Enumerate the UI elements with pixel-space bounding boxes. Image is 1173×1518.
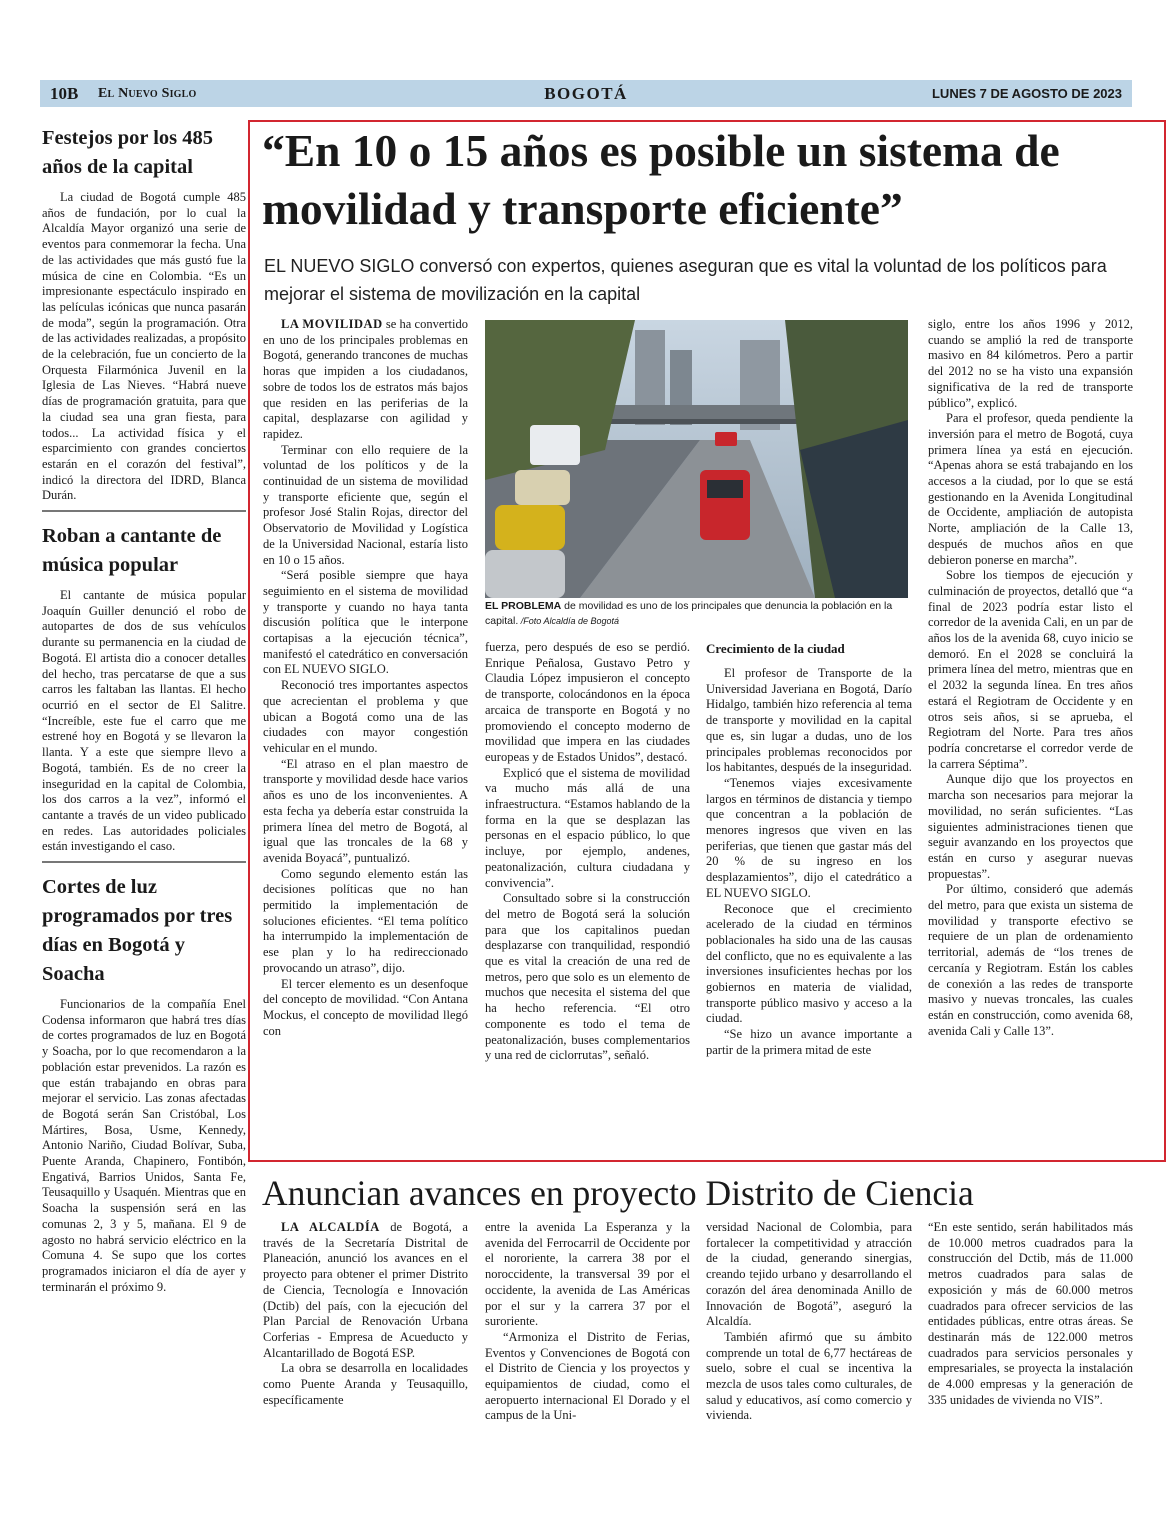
second-column-4 [928, 1220, 1133, 1408]
section-title: BOGOTÁ [544, 84, 628, 103]
paragraph: Reconoció tres importantes aspectos que acrecientan el problema y que ubican a Bogotá como una de las ciudades con mayor congestión vehicular en el mundo. [263, 678, 468, 755]
divider [42, 510, 246, 512]
sidebar [42, 124, 246, 1295]
caption-credit: /Foto Alcaldía de Bogotá [518, 615, 620, 626]
paragraph: Explicó que el sistema de movilidad va mucho más allá de una infraestructura. “Estamos hablando de la forma en la que se desplazan las personas en el espacio público, lo que incluye, por ejemplo, andenes, peatonalización, cultura ciudadana y convivencia”. [485, 765, 690, 890]
story-body-festejos: La ciudad de Bogotá cumple 485 años de fundación, por lo cual la Alcaldía Mayor organizó una serie de eventos para conmemorar la fecha. Una de las actividades que más gustó fue la música de cine en Colombia. “Es un impresionante espectáculo inspirado en las películas icónicas que nunca pasarán de moda”, según la programación. Otra de las actividades realizadas, a propósito de la celebración, fue un concierto de la Orquesta Filarmónica Juvenil en la Iglesia de Las Nieves. “Habrá nueve días de programación gratuita, para que la ciudad sea una gran fiesta, para todos... La actividad física y el esparcimiento con grandes conciertos estarán en el corazón del festival”, indicó la directora del IDRD, Blanca Durán. [42, 190, 246, 503]
paragraph: También afirmó que su ámbito comprende un total de 6,77 hectáreas de suelo, sobre el cual se incentiva la mezcla de usos tales como culturales, de salud y educativos, así como comercio y vivienda. [706, 1329, 912, 1423]
page-number: 10B [50, 84, 79, 103]
second-column-2 [485, 1220, 690, 1424]
second-column-3 [706, 1220, 912, 1424]
second-column-1 [263, 1220, 468, 1408]
second-headline: Anuncian avances en proyecto Distrito de Ciencia [262, 1173, 974, 1213]
street-photo [485, 320, 908, 598]
story-title-roban: Roban a cantante de música popular [42, 525, 222, 577]
main-column-1 [263, 317, 468, 1039]
paragraph: siglo, entre los años 1996 y 2012, cuando se amplió la red de transporte masivo en 84 kilómetros. Pero a partir del 2012 no se ha visto una expansión significativa de la red de transporte público”, explicó. [928, 317, 1133, 410]
paragraph: Reconoce que el crecimiento acelerado de la ciudad en términos poblacionales ha sido una de las causas del conflicto, que no es equivalente a las inversiones insuficientes hechas por los gobiernos en materia de vialidad, transporte público masivo y acceso a la ciudad. [706, 901, 912, 1026]
paragraph: “Se hizo un avance importante a partir de la primera mitad de este [706, 1027, 912, 1057]
paragraph: “Tenemos viajes excesivamente largos en términos de distancia y tiempo que concentran a la población de menores ingresos que viven en las periferias, que tienen que gastar más del 20 % de su ingreso en los desplazamientos”, dijo el catedrático a EL NUEVO SIGLO. [706, 775, 912, 900]
paragraph: Consultado sobre si la construcción del metro de Bogotá será la solución para que los capitalinos puedan desplazarse con tranquilidad, respondió que es vital la creación de una red de metros, pero que solo es un elemento de muchos que necesita el sistema del que ha hecho referencia. “El otro componente es todo el tema de peatonalización, buses complementarios y una red de ciclorrutas”, señaló. [485, 891, 690, 1063]
lead-in: LA MOVILIDAD [281, 317, 383, 331]
page-header [40, 80, 1132, 107]
main-headline: “En 10 o 15 años es posible un sistema de movilidad y transporte eficiente” [262, 125, 1060, 234]
first-paragraph: se ha convertido en uno de los principales problemas en Bogotá, generando trancones de muchas horas que impiden a los ciudadanos, sobre de todos los de estratos más bajos que residen en las periferias de la capital, desplazarse con agilidad y rapidez. [263, 317, 468, 441]
main-column-4 [928, 317, 1133, 1039]
issue-date: LUNES 7 DE AGOSTO DE 2023 [931, 86, 1122, 101]
story-body-cortes: Funcionarios de la compañía Enel Codensa informaron que habrá tres días de cortes programados de luz en Bogotá y Soacha, por lo que recomendaron a la población estar prevenidos. La razón es que están trabajando en obras para mejorar el servicio. Las zonas afectadas de Bogotá serán San Cristóbal, Los Mártires, Bosa, Usme, Kennedy, Antonio Nariño, Ciudad Bolívar, Suba, Puente Aranda, Chapinero, Fontibón, Engativá, Barrios Unidos, Santa Fe, Teusaquillo y Usaquén. Mientras que en Soacha la suspensión será en las comunas 2, 3 y 5, mañana. El 9 de agosto no habrá servicio eléctrico en la Comuna 4. Se supo que los cortes programados iniciaron el día de ayer y terminarán el próximo 9. [42, 997, 246, 1294]
main-column-2 [485, 640, 690, 1064]
paragraph: El profesor de Transporte de la Universidad Javeriana en Bogotá, Darío Hidalgo, también hizo referencia al tema de transporte y movilidad en la capital que es, sin lugar a dudas, uno de los principales problemas reconocidos por los habitantes, después de la inseguridad. [706, 666, 912, 775]
paragraph: Sobre los tiempos de ejecución y culminación de proyectos, detalló que “a final de 2023 podría estar listo el corredor de la avenida Cali, en un par de años los de la avenida 68, cuyo inicio se demoró. En el 2028 se concluirá la primera línea del metro, mientras que en el 2032 la segunda línea. En tres años estará el Regiotram de Occidente y en otros seis años, si se aprueba, el Regiotram del Norte. Para tres años podría concretarse el corredor verde de la carrera Séptima”. [928, 568, 1133, 771]
paragraph: La obra se desarrolla en localidades como Puente Aranda y Teusaquillo, específicamente [263, 1361, 468, 1407]
paragraph: “El atraso en el plan maestro de transporte y movilidad desde hace varios años es uno de los inconvenientes. A esta fecha ya debería estar construida la primera línea del metro de Bogotá, al igual que las troncales de la 68 y avenida Boyacá”, puntualizó. [263, 756, 468, 865]
paragraph: Por último, consideró que además del metro, para que exista un sistema de movilidad y transporte efectivo se requiere de un plan de ordenamiento territorial, además de “los trenes de cercanía y Regiotram. Están los cables de conexión a las redes de transporte masivo y nuevas troncales, las cuales están en construcción, como avenida 68, avenida Cali y Calle 13”. [928, 882, 1133, 1038]
paragraph: El tercer elemento es un desenfoque del concepto de movilidad. “Con Antana Mockus, el concepto de movilidad llegó con [263, 976, 468, 1038]
subheading: Crecimiento de la ciudad [706, 641, 845, 656]
caption-text: de movilidad es uno de los principales que denuncia la población en la capital. [485, 600, 893, 627]
caption-lead: EL PROBLEMA [485, 600, 562, 612]
paragraph: Para el profesor, queda pendiente la inversión para el metro de Bogotá, cuya primera línea ya está en ejecución. “Apenas ahora se está trabajando en los accesos a la ciudad, por lo que se está gestionando en la Avenida Longitudinal de Occidente, ampliación de autopista Norte, ampliación de la Calle 13, después de muchos años en que debieron ponerse en marcha”. [928, 411, 1133, 567]
first-paragraph: de Bogotá, a través de la Secretaría Distrital de Planeación, anunció los avances en el proyecto para obtener el primer Distrito de Ciencia, Tecnología e Innovación (Dctib) del país, con la ejecución del Plan Parcial de Renovación Urbana Corferias - Empresa de Acueducto y Alcantarillado de Bogotá ESP. [263, 1220, 468, 1360]
paragraph: “Será posible siempre que haya seguimiento en el sistema de movilidad y transporte y cuando no haya tanta discusión política que le interpone cortapisas a la ejecución técnica”, manifestó el catedrático en conversación con EL NUEVO SIGLO. [263, 568, 468, 677]
paragraph: versidad Nacional de Colombia, para fortalecer la competitividad y atracción de la ciudad, generando sinergias, creando tejido urbano y desarrollando el corazón del área denominada Anillo de Innovación de Bogotá”, aseguró la Alcaldía. [706, 1220, 912, 1329]
bus-lane-illustration [485, 320, 908, 598]
paragraph: entre la avenida La Esperanza y la avenida del Ferrocarril de Occidente por el nororiente, la carrera 38 por el noroccidente, la transversal 39 por el occidente, la avenida de Las Américas por el sur y la carrera 37 por el suroriente. [485, 1220, 690, 1329]
story-title-festejos: Festejos por los 485 años de la capital [42, 127, 214, 178]
paragraph: “En este sentido, serán habilitados más de 10.000 metros cuadrados para la construcción del Dctib, más de 11.000 metros cuadrados para salas de exposición y más de 60.000 metros cuadrados para ofrecer servicios de las entidades públicas, entre otras áreas. Se destinarán más de 122.000 metros cuadrados para servicios personales y empresariales, se proyecta la instalación de 4.000 empresas y la generación de 335 unidades de vivienda no VIS”. [928, 1220, 1133, 1407]
story-body-roban: El cantante de música popular Joaquín Guiller denunció el robo de autopartes de dos de sus vehículos durante su permanencia en la ciudad de Bogotá. El artista dio a conocer detalles del hecho, tras percatarse de que a sus carros les faltaban las llantas. El hecho ocurrió en el sector de El Salitre. “Increíble, este fue el carro que me estrené hoy en Bogotá y se llevaron la llanta. Y a este que siempre llevo a Bogotá, también. Es de no creer la inseguridad en la capital de Colombia, los dos carros a la vez”, informó el cantante a través de un video publicado en redes. Las autoridades policiales están investigando el caso. [42, 588, 246, 854]
paragraph: fuerza, pero después de eso se perdió. Enrique Peñalosa, Gustavo Petro y Claudia López impusieron el concepto de transporte, colocándonos en la época arcaica de transporte en Bogotá y no promoviendo el concepto moderno de movilidad que impera en las ciudades europeas y de Estados Unidos”, destacó. [485, 640, 690, 764]
paragraph: Aunque dijo que los proyectos en marcha son necesarios para mejorar la movilidad, no serán suficientes. “Las siguientes administraciones tienen que seguir avanzando en los proyectos que están en curso y asegurar nuevas propuestas”. [928, 772, 1133, 881]
main-column-3 [706, 640, 912, 1059]
main-deck: EL NUEVO SIGLO conversó con expertos, quienes aseguran que es vital la voluntad de los políticos para mejorar el sistema de movilización en la capital [264, 256, 1107, 304]
photo-caption [485, 599, 908, 628]
divider [42, 861, 246, 863]
paragraph: Como segundo elemento están las decisiones políticas que no han permitido la implementación de soluciones eficientes. “El tema político ha interrumpido la implementación de ese plan y lo ha redireccionado provocando un atraso”, dijo. [263, 866, 468, 975]
paper-name: El Nuevo Siglo [98, 86, 197, 101]
paragraph: Terminar con ello requiere de la voluntad de los políticos y de la continuidad de un sistema de movilidad y transporte eficiente que, según el profesor José Stalin Rojas, director del Observatorio de Movilidad y Logística de la Universidad Nacional, estaría listo en 10 o 15 años. [263, 442, 468, 567]
paragraph: “Armoniza el Distrito de Ferias, Eventos y Convenciones de Bogotá con el Distrito de Ciencia y los proyectos y equipamientos de ciudad, como el aeropuerto internacional El Dorado y el campus de la Uni- [485, 1329, 690, 1423]
story-title-cortes: Cortes de luz programados por tres días en Bogotá y Soacha [42, 876, 233, 986]
lead-in: LA ALCALDÍA [281, 1220, 380, 1234]
